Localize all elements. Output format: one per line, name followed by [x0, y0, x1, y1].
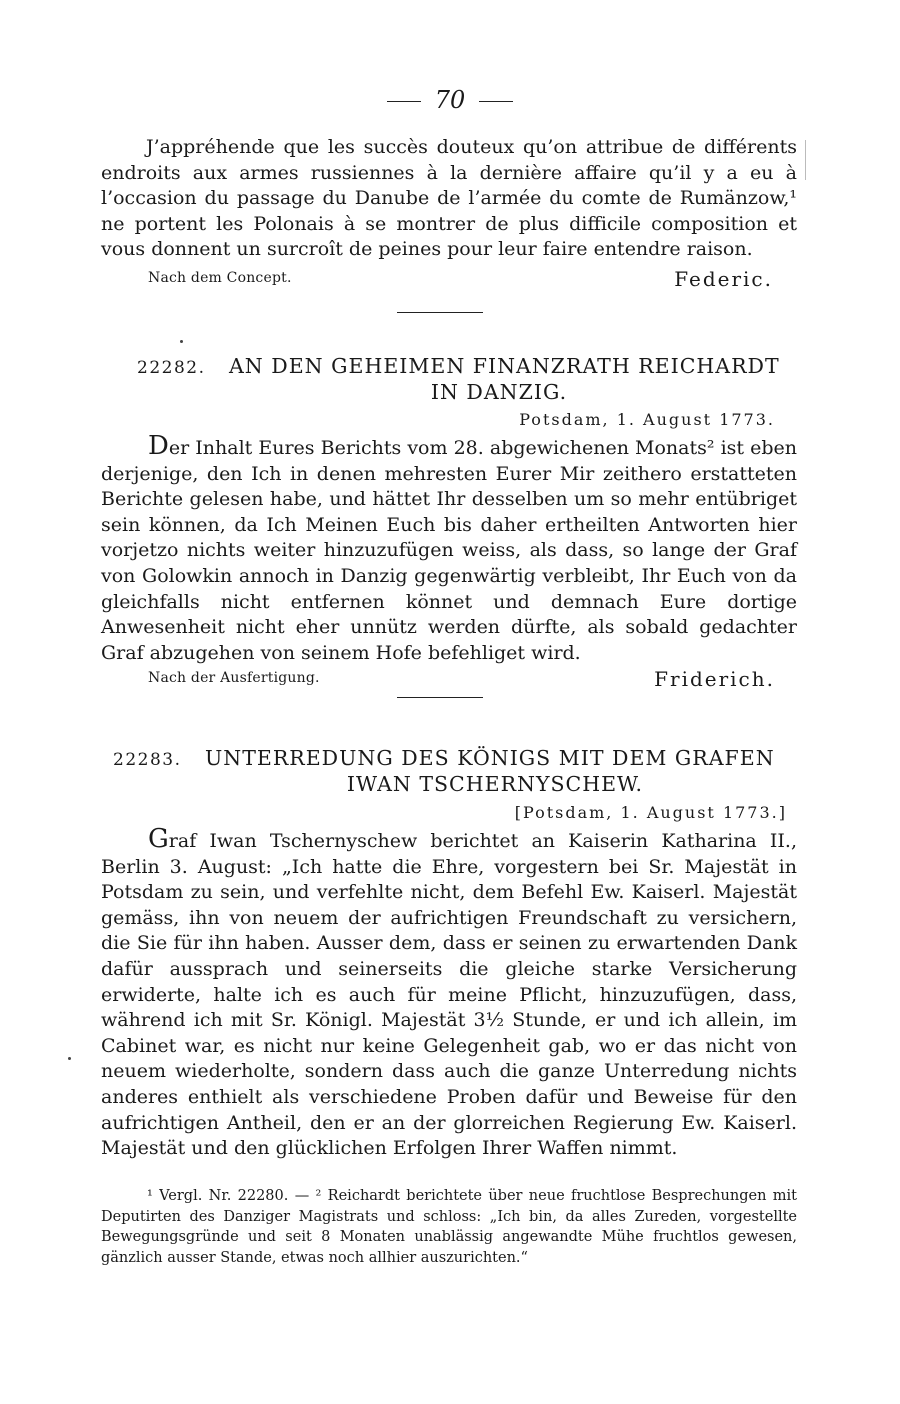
- letter-22282-body: Der Inhalt Eures Berichts vom 28. abgewichenen Monats² ist eben derjenige, den Ich in denen mehresten Eurer Mir zeithero erstatteten Berichte gelesen habe, und hättet Ihr desselben um so mehr entübriget sein können, da Ich Meinen Euch bis daher ertheilten Antworten hier vorjetzo nichts weiter hinzuzufügen weiss, als dass, so lange der Graf von Golowkin annoch in Danzig gegenwärtig verbleibt, Ihr Euch von da gleichfalls nicht entfernen könnet und demnach Eure dortige Anwesenheit nicht eher unnütz werden dürfte, als sobald gedachter Graf abzugehen von seinem Hofe befehliget wird.: [101, 431, 797, 664]
- letter-22282-heading-line2: IN DANZIG.: [430, 380, 568, 404]
- print-speck: [180, 340, 183, 343]
- page-number-line: [0, 86, 900, 114]
- previous-letter-paragraph: J’appréhende que les succès douteux qu’on attribue de différents endroits aux armes russiennes à la dernière affaire qu’il y a eu à l’occasion du passage du Danube de l’armée du comte de Rumänzow,¹ ne portent les Polonais à se montrer de plus difficile composition et vous donnent un surcroît de peines pour leur faire entendre raison.: [101, 136, 797, 261]
- section-divider: [397, 697, 483, 698]
- letter-number-22283: 22283.: [113, 750, 182, 770]
- letter-22283-body: Graf Iwan Tschernyschew berichtet an Kaiserin Katharina II., Berlin 3. August: „Ich hatte die Ehre, vorgestern bei Sr. Majestät in Potsdam zu sein, und verfehlte nicht, dem Befehl Ew. Kaiserl. Majestät gemäss, ihn von neuem der aufrichtigen Freundschaft zu versichern, die Sie für ihn haben. Ausser dem, dass er seinen zu erwartenden Dank dafür aussprach und seinerseits die gleiche starke Versicherung erwiderte, halte ich es auch für meine Pflicht, hinzuzufügen, dass, während ich mit Sr. Königl. Majestät 3½ Stunde, er und ich allein, im Cabinet war, es nicht nur keine Gelegenheit gab, wo er das nicht von neuem wiederholte, sondern dass auch die ganze Unterredung nichts anderes enthielt als verschiedene Proben dafür und Beweise für den aufrichtigen Antheil, den er an der glorreichen Regierung Ew. Kaiserl. Majestät und den glücklichen Erfolgen Ihrer Waffen nimmt.: [101, 824, 797, 1160]
- letter-number-22282: 22282.: [137, 358, 206, 378]
- letter-22282-source-note: Nach der Ausfertigung.: [148, 670, 320, 686]
- letter-22283-heading-line2: IWAN TSCHERNYSCHEW.: [346, 772, 644, 796]
- letter-22282-dateline: Potsdam, 1. August 1773.: [519, 410, 775, 429]
- previous-letter-source-note: Nach dem Concept.: [148, 270, 292, 286]
- page-edge-shadow: [805, 140, 806, 180]
- section-divider: [397, 312, 483, 313]
- letter-22282-heading-line1: AN DEN GEHEIMEN FINANZRATH REICHARDT: [229, 354, 780, 378]
- print-speck: [68, 1057, 71, 1060]
- letter-22283-heading-line1: UNTERREDUNG DES KÖNIGS MIT DEM GRAFEN: [205, 746, 775, 770]
- page-number-dash-left: [387, 101, 421, 102]
- letter-22282-signature: Friderich.: [654, 667, 775, 691]
- previous-letter-signature: Federic.: [674, 267, 773, 291]
- footnotes: ¹ Vergl. Nr. 22280. — ² Reichardt berichtete über neue fruchtlose Besprechungen mit Deputirten des Danziger Magistrats und schloss: „Ich bin, da alles Zureden, vorgestellte Bewegungsgründe und seit 8 Monaten unablässig angewandte Mühe fruchtlos gewesen, gänzlich ausser Stande, etwas noch allhier auszurichten.“: [101, 1188, 797, 1266]
- page-number-dash-right: [479, 101, 513, 102]
- page-number: 70: [434, 86, 466, 114]
- letter-22283-dateline: [Potsdam, 1. August 1773.]: [514, 803, 787, 822]
